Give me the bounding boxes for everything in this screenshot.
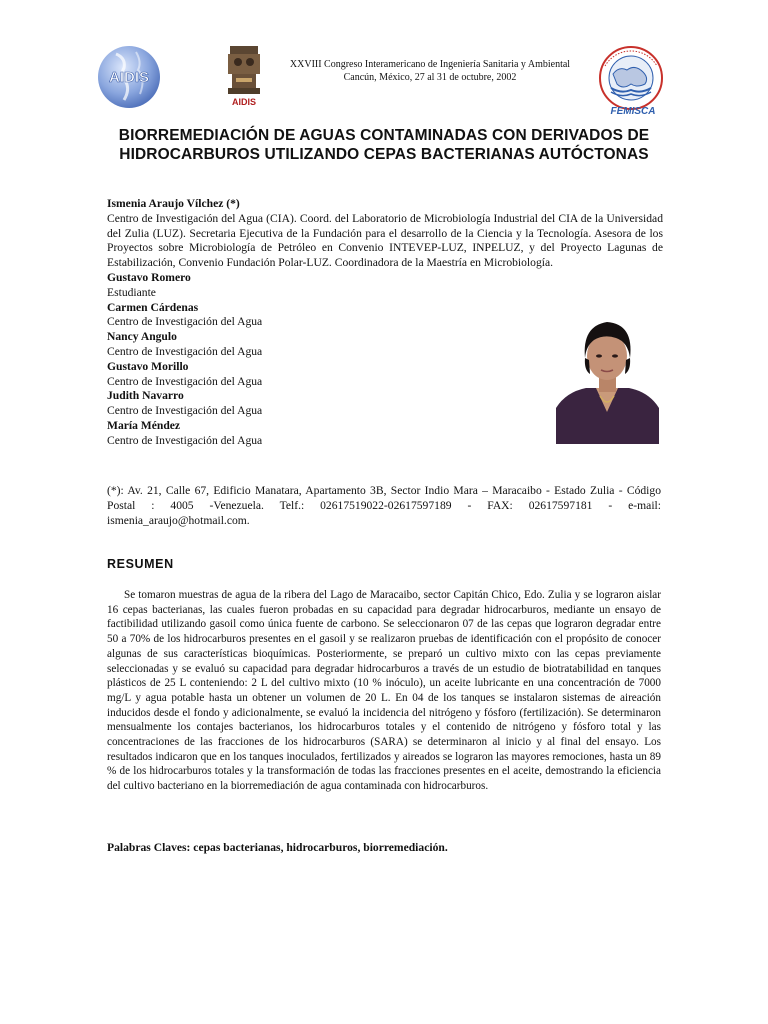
abstract-text: Se tomaron muestras de agua de la ribera del Lago de Maracaibo, sector Capitán Chico, Edo. Zulia y se lograron aislar 16 cepas bacterianas, las cuales fueron probadas en su capacidad para degradar hidrocarburos, mediante un ensayo de factibilidad utilizando gasoil como única fuente de carbono. Se seleccionaron 07 de las cepas que lograron degradar entre 50 a 70% de los hidrocarburos presentes en el gasoil y se realizaron pruebas de identificación con el propósito de conocer algunas de sus características bioquímicas. Posteriormente, se preparó un cultivo mixto con las cepas previamente seleccionadas y se evaluó su capacidad para degradar hidrocarburos a través de un estudio de biotratabilidad en tanques plásticos de 25 L conteniendo: 2 L del cultivo mixto (10 % inóculo), un aceite lubricante en una concentración de 7000 mg/L y agua potable hasta un obtener un volumen de 20 L. En 04 de los tanques se instalaron sistemas de aireación inducidos desde el fondo y adicionalmente, se evaluó la incidencia del nitrógeno y fósforo (fertilización). Se determinaron mensualmente los contajes bacterianos, los hidrocarburos totales y el contenido de nitrógeno y fósforo total y las concentraciones de las fracciones de los hidrocarburos (SARA) se determinaron al inicio y al final del ensayo. Los resultados indicaron que en los tanques inoculados, fertilizados y aireados se lograron las mayores remociones, hasta un 89 % de los hidrocarburos totales y la transformación de todas las fracciones presentes en el aceite, demostrando la eficiencia del cultivo bacteriano en la biorremediación de agua contaminada con hidrocarburos.: [107, 589, 661, 793]
author-name: Nancy Angulo: [107, 330, 177, 344]
abstract-heading: RESUMEN: [107, 557, 174, 571]
author-name: Gustavo Morillo: [107, 359, 189, 373]
author-affiliation: Centro de Investigación del Agua (CIA). Coord. del Laboratorio de Microbiología Industrial del CIA de la Universidad del Zulia (LUZ). Secretaria Ejecutiva de la Fundación para el desarrollo de la Ciencia y la Tecnología. Asesora de los Proyectos sobre Microbiología de Petróleo en Convenio INTEVEP-LUZ, INPELUZ, y del Proyecto Lagunas de Estabilización, Convenio Fundación Polar-LUZ. Coordinadora de la Maestría en Microbiología.: [107, 211, 663, 270]
author-name: Carmen Cárdenas: [107, 300, 199, 314]
author-name: Judith Navarro: [107, 389, 184, 403]
author-photo: [556, 316, 659, 444]
conference-place-date: Cancún, México, 27 al 31 de octubre, 2002: [343, 72, 517, 83]
aidis-logo-text: AIDIS: [108, 69, 150, 86]
femisca-logo-text: FEMISCA: [610, 106, 656, 116]
conference-name: XXVIII Congreso Interamericano de Ingeniería Sanitaria y Ambiental: [289, 59, 571, 70]
paper-title-line-2: HIDROCARBUROS UTILIZANDO CEPAS BACTERIANAS AUTÓCTONAS: [119, 146, 649, 163]
author-affiliation: Centro de Investigación del Agua: [107, 374, 263, 388]
author-name: Ismenia Araujo Vílchez (*): [107, 197, 240, 210]
author-affiliation: Estudiante: [107, 285, 156, 299]
aidis-logo: [96, 44, 162, 110]
keywords: Palabras Claves: cepas bacterianas, hidrocarburos, biorremediación.: [107, 841, 448, 854]
author-affiliation: Centro de Investigación del Agua: [107, 433, 263, 447]
author-affiliation: Centro de Investigación del Agua: [107, 344, 263, 358]
congress-emblem-logo: [222, 44, 266, 108]
conference-info: [280, 58, 580, 84]
author-affiliation: Centro de Investigación del Agua: [107, 404, 263, 418]
emblem-logo-text: AIDIS: [231, 97, 257, 107]
author-name: María Méndez: [107, 418, 181, 432]
author-name: Gustavo Romero: [107, 270, 191, 284]
author-affiliation: Centro de Investigación del Agua: [107, 315, 263, 329]
paper-title-line-1: BIORREMEDIACIÓN DE AGUAS CONTAMINADAS CON DERIVADOS DE: [118, 127, 650, 144]
author-contact-address: (*): Av. 21, Calle 67, Edificio Manatara, Apartamento 3B, Sector Indio Mara – Maracaibo - Estado Zulia - Código Postal : 4005 -Venezuela. Telf.: 02617519022-02617597189 - FAX: 02617597181 - e-mail: ismenia_araujo@hotmail.com.: [107, 484, 661, 527]
femisca-logo: [597, 44, 665, 116]
paper-title: [100, 126, 668, 164]
